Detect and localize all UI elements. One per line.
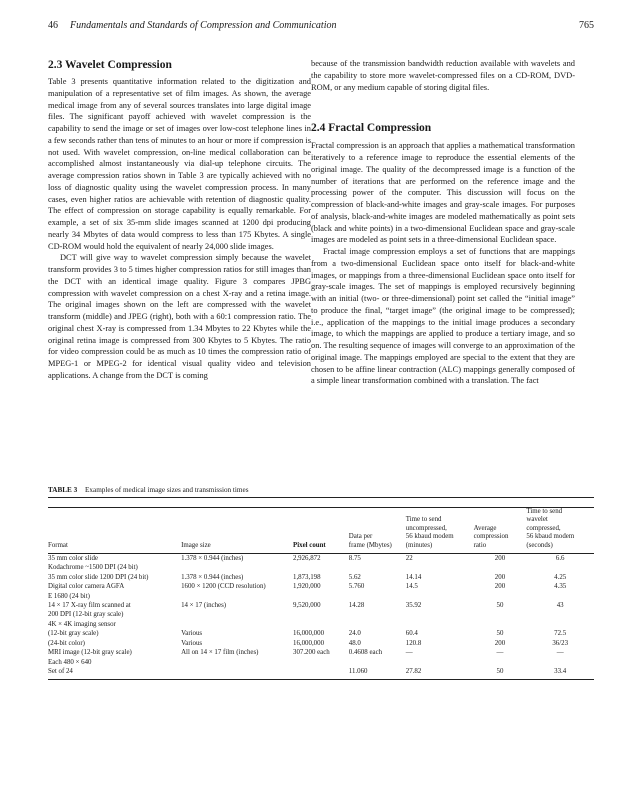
cell-wavelet	[526, 610, 594, 619]
cell-data: 11.060	[346, 667, 402, 680]
cell-data	[346, 610, 402, 619]
cell-format: Kodachrome ~1500 DPI (24 bit)	[48, 564, 138, 572]
header-line: uncompressed,	[405, 524, 447, 532]
cell-size: 14 × 17 (inches)	[181, 602, 227, 610]
cell-format: E 1680 (24 bit)	[48, 592, 90, 600]
header-line: 56 kbaud modem	[526, 533, 575, 541]
cell-wavelet	[526, 563, 594, 572]
cell-pixels: 1,920,000	[293, 583, 321, 591]
cell-ratio: 200	[494, 573, 506, 581]
cell-wavelet: —	[556, 649, 564, 657]
cell-pixels: 2,926,872	[293, 555, 321, 563]
table-row	[48, 582, 594, 591]
cell-size: 1600 × 1200 (CCD resolution)	[181, 583, 266, 591]
cell-format: MRI image (12-bit gray scale)	[48, 649, 132, 657]
cell-pixels	[293, 592, 346, 601]
table-row	[48, 563, 594, 572]
cell-uncompressed: 120.8	[405, 639, 422, 647]
header-line: Time to send	[526, 508, 563, 515]
table-row	[48, 592, 594, 601]
cell-wavelet: 36/23	[552, 639, 569, 647]
cell-pixels	[293, 620, 346, 629]
col-header-pixels: Pixel count	[293, 508, 346, 554]
cell-pixels: 9,520,000	[293, 602, 321, 610]
paragraph: Table 3 presents quantitative information related to the digitization and manipulation of a representative set of film images. As shown, the average medical image from any of several sources translates into large digital image files. The significant payoff achieved with wavelet compression is the capability to send the image or set of images over low-cost telephone lines in a few seconds rather than tens of minutes to an hour or more if compression is not used. With wavelet compression, on-line medical collaboration can be accomplished almost instantaneously via dial-up telephone circuits. The average compression ratios shown in Table 3 are typically achieved with no loss of diagnostic quality using the wavelet compression process. In many cases, even higher ratios are achievable with retention of diagnostic quality. The effect of compression on storage capability is equally remarkable. For example, a set of six 35-mm slide images scanned at 1200 dpi producing nearly 34 Mbytes of data would compress to less than 175 Kbytes. A single CD-ROM would hold the equivalent of nearly 24,000 slide images.	[48, 77, 311, 251]
header-line: 56 kbaud modem	[405, 533, 454, 541]
cell-ratio: 200	[494, 583, 506, 591]
header-line: Average	[473, 524, 497, 532]
cell-ratio	[474, 620, 527, 629]
cell-size: 1.378 × 0.944 (inches)	[181, 555, 244, 563]
table-row	[48, 610, 594, 619]
cell-format: 35 mm color slide 1200 DPI (24 bit)	[48, 573, 149, 581]
table-row	[48, 667, 594, 680]
cell-ratio: 50	[496, 602, 504, 610]
cell-uncompressed	[402, 610, 474, 619]
left-page-number: 46	[48, 20, 58, 31]
cell-uncompressed	[402, 563, 474, 572]
cell-ratio: 200	[494, 555, 506, 563]
cell-format: 200 DPI (12-bit gray scale)	[48, 611, 124, 619]
cell-wavelet: 43	[556, 602, 564, 610]
cell-data: 24.0	[348, 630, 361, 638]
cell-uncompressed: 60.4	[405, 630, 418, 638]
col-header-wavelet	[526, 508, 594, 554]
cell-uncompressed	[402, 658, 474, 667]
cell-data: 8.75	[348, 555, 361, 563]
cell-wavelet	[526, 620, 594, 629]
cell-size	[181, 620, 293, 629]
section-heading-fractal: 2.4 Fractal Compression	[311, 122, 432, 135]
cell-format: Digital color camera AGFA	[48, 583, 125, 591]
cell-size: Various	[181, 630, 203, 638]
cell-data: 48.0	[348, 639, 361, 647]
col-header-size: Image size	[181, 508, 293, 554]
cell-ratio	[474, 592, 527, 601]
cell-uncompressed: 22	[405, 555, 413, 563]
cell-wavelet: 4.35	[554, 583, 567, 591]
cell-size	[181, 610, 293, 619]
cell-wavelet: 4.25	[554, 573, 567, 581]
header-line: frame (Mbytes)	[348, 541, 392, 549]
cell-ratio	[474, 563, 527, 572]
cell-uncompressed	[402, 620, 474, 629]
cell-size: Various	[181, 639, 203, 647]
table-header-row	[48, 508, 594, 554]
cell-uncompressed: 14.14	[405, 573, 422, 581]
cell-uncompressed: 35.92	[405, 602, 422, 610]
cell-uncompressed: 14.5	[405, 583, 418, 591]
cell-format: Each 480 × 640	[48, 658, 92, 666]
running-header	[48, 20, 594, 36]
cell-data	[346, 563, 402, 572]
header-line: (seconds)	[526, 541, 553, 549]
cell-uncompressed: —	[405, 649, 413, 657]
header-line: compression	[473, 533, 509, 541]
cell-format: 35 mm color slide	[48, 555, 98, 563]
cell-format: (24-bit color)	[48, 639, 85, 647]
cell-ratio	[474, 658, 527, 667]
cell-data	[346, 620, 402, 629]
cell-size	[181, 658, 293, 667]
cell-data: 5.62	[348, 573, 361, 581]
header-line: (minutes)	[405, 541, 433, 549]
cell-data: 5.760	[348, 583, 365, 591]
cell-size	[181, 563, 293, 572]
table-row	[48, 639, 594, 648]
table-caption-text: Examples of medical image sizes and transmission times	[85, 486, 249, 494]
cell-uncompressed	[402, 592, 474, 601]
cell-data: 0.4608 each	[348, 649, 383, 657]
cell-data	[346, 592, 402, 601]
paragraph: Fractal image compression employs a set of functions that are mappings from a two-dimensional Euclidean space onto itself for black-and-white images, or mappings from a three-dimensional Euclidean space onto itself for gray-scale images. The set of mappings is employed recursively beginning with an initial (two- or three-dimensional) point set called the “initial image” to produce the final, “target image” (the original image to be compressed); i.e., application of the mappings to the initial image produces a secondary image, to which the mappings are applied to produce a tertiary image, and so on. The resulting sequence of images will converge to an approximation of the original image. The mappings employed are special to the extent that they are chosen to be affine linear contraction (ALC) mappings generally composed of a simple linear transformation combined with a translation. The fact	[311, 247, 575, 386]
right-column	[311, 58, 575, 387]
table-label: TABLE 3	[48, 486, 78, 494]
table-row	[48, 554, 594, 564]
paragraph: Fractal compression is an approach that applies a mathematical transformation iteratively to a reference image to reproduce the essential elements of the original image. The quality of the decompressed image is a function of the number of iterations that are performed on the reference image and the processing power of the computer. This discussion will focus on the compression of black-and-white images and gray-scale images. For purposes of analysis, black-and-white images are modeled mathematically as point sets (black and white points) in a two-dimensional Euclidean space and gray-scale images are modeled as point sets in a three-dimensional Euclidean space.	[311, 141, 575, 245]
cell-pixels: 16,000,000	[293, 630, 325, 638]
cell-ratio	[474, 610, 527, 619]
col-header-format: Format	[48, 508, 181, 554]
cell-format: 4K × 4K imaging sensor	[48, 620, 116, 628]
table-row	[48, 573, 594, 582]
header-line: ratio	[473, 541, 487, 549]
cell-wavelet: 6.6	[555, 555, 565, 563]
cell-pixels: 16,000,000	[293, 639, 325, 647]
cell-size	[181, 592, 293, 601]
cell-uncompressed: 27.82	[402, 667, 474, 680]
cell-data	[346, 658, 402, 667]
col-header-uncompressed	[402, 508, 474, 554]
col-header-ratio	[474, 508, 527, 554]
table-row	[48, 648, 594, 657]
cell-size: All on 14 × 17 film (inches)	[181, 649, 259, 657]
cell-pixels: 1,873,198	[293, 573, 321, 581]
table-caption	[48, 486, 249, 494]
cell-pixels	[293, 563, 346, 572]
header-line: Time to send	[405, 516, 442, 524]
paragraph: because of the transmission bandwidth reduction available with wavelets and the capability to store more wavelet-compressed files on a CD-ROM, DVD-ROM, or any medium capable of storing digital files.	[311, 59, 575, 92]
cell-size	[181, 667, 293, 680]
header-line: compressed,	[526, 524, 561, 532]
cell-pixels: 307.200 each	[293, 649, 330, 657]
col-header-data	[346, 508, 402, 554]
table-row	[48, 620, 594, 629]
header-line: Data per	[348, 533, 373, 541]
cell-wavelet: 72.5	[554, 630, 567, 638]
cell-ratio: —	[496, 649, 504, 657]
cell-format: (12-bit gray scale)	[48, 630, 99, 638]
cell-size: 1.378 × 0.944 (inches)	[181, 573, 244, 581]
cell-ratio: 50	[496, 630, 504, 638]
cell-pixels	[293, 610, 346, 619]
cell-data: 14.28	[348, 602, 365, 610]
header-line: wavelet	[526, 516, 548, 524]
cell-wavelet	[526, 592, 594, 601]
cell-format: 14 × 17 X-ray film scanned at	[48, 602, 131, 610]
cell-pixels	[293, 667, 346, 680]
cell-wavelet	[526, 658, 594, 667]
data-table	[48, 497, 594, 680]
cell-ratio: 200	[494, 639, 506, 647]
running-title: Fundamentals and Standards of Compression and Communication	[70, 20, 337, 31]
left-column	[48, 58, 311, 382]
table-row	[48, 629, 594, 638]
right-page-number: 765	[579, 20, 594, 31]
table-row	[48, 601, 594, 610]
cell-wavelet: 33.4	[526, 667, 594, 680]
paragraph: DCT will give way to wavelet compression simply because the wavelet transform provides 3 to 5 times higher compression ratios for still images than the DCT with an identical image quality. Figure 3 compares JPBG compression with wavelet compression on a chest X-ray and a retina image. The original images shown on the left are compressed with the wavelet transform (middle) and JPEG (right), both with a 60:1 compression ratio. The original chest X-ray is compressed from 1.34 Mbytes to 22 Kbytes while the original retina image is compressed from 300 Kbytes to 5 Kbytes. The ratio for video compression could be as much as 10 times the compression ratio of MPEG-1 or MPEG-2 for identical visual quality video and television applications. A change from the DCT is coming	[48, 253, 311, 380]
cell-pixels	[293, 658, 346, 667]
section-heading-wavelet: 2.3 Wavelet Compression	[48, 59, 172, 71]
cell-format: Set of 24	[48, 667, 181, 680]
cell-ratio: 50	[474, 667, 527, 680]
table-row	[48, 658, 594, 667]
